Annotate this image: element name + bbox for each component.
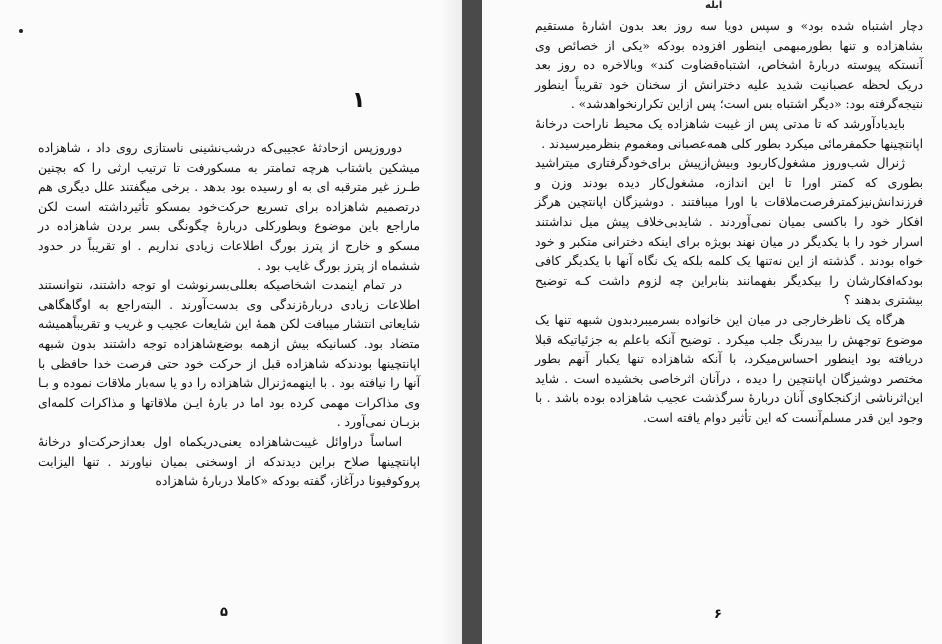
paragraph: در تمام اینمدت اشخاصیکه بعللی‌بسرنوشت او توجه داشتند، نتوانستند اطلاعات زیادی دربارهٔ‌زندگی وی بدست‌آورند . البته‌راجع به اوگاهگاهی شایعاتی انتشار میبافت لکن همهٔ این شایعات عجیب و غریب و تقریباً‌همیشه متضاد بود. کسانیکه بیش ازهمه بوضع‌شاهزاده توجه داشتند بدون شبهه اپانتچینها بودند‌که شاهزاده قبل از حرکت خود حتی فرصت خدا حافظی با آنها را نیافته بود . با اینهمه‌ژنرال شاهزاده را دو یا سه‌بار ملاقات نموده و بـا وی مذاکرات مهمی کرده بود اما در بارهٔ ایـن ملاقاتها و مذاکرات کلمه‌ای بزبـان نمی‌آورد . [38,278,420,430]
right-page-body [535,17,923,428]
left-page-body [38,139,420,492]
ink-speck [19,29,23,33]
left-page [0,0,462,644]
paragraph: ژنرال شب‌وروز مشغول‌کاربود وبیش‌ازپیش برای‌خودگرفتاری میتراشید بطوری که کمتر اورا تا این اندازه، مشغول‌کار دیده بودند وزن و فرزندانش‌نیزکمترفرصت‌ملاقات با اورا میبافتند . دوشیزگان اپانتچین هرگز افکار خود را باکسی بمیان نمی‌آوردند . شایدبی‌خلاف پیش میل نداشتند اسرار خود را با یکدیگر در میان نهند بویژه برای اینکه دختر‌انی متکبر و خود خواه بودند . گذشته از این نه‌تنها یک کلمه بلکه یک نگاه آنها با یکدیگر کافی بودکه‌افکارشان را بیکدیگر بفهمانند بنابراین چه لزوم داشت کـه توضیح بیشتری بدهند ؟ [535,156,923,308]
paragraph: بایدیادآورشد که تا مدتی پس از غیبت شاهزاده یک محیط ناراحت درخانهٔ اپانتچینها حکمفرمائی میکرد بطور کلی همه‌عصبانی ومغموم بنظرمیرسیدند . [535,116,923,151]
book-gutter [462,0,482,644]
gutter-shadow [440,0,462,644]
paragraph: اساساً دراوائل غیبت‌شاهزاده یعنی‌دریکماه اول بعدازحرکت‌او درخانهٔ اپانتچینها صلاح براین دیدندکه از اوسخنی بمیان نیاورند . تنها الیزابت پروکوفیونا درآغاز، گفته بودکه «کاملا دربارهٔ شاهزاده [38,434,420,489]
chapter-number: ۱ [352,88,366,113]
paragraph: هرگاه یک ناظرخارجی در میان این خانواده بسرمیبرد‌بدون شبهه تنها یک موضوع توجهش را بیدرنگ جلب میکرد . توضیح آنکه باعلم به جزئیاتیکه قبلا دریافته بود اینطور احساس‌میکرد، با آنکه شاهزاده تنها یکبار آنهم بطور مختصر دوشیزگان اپانتچین را دیده ، درآنان اثرخاصی بخشیده است . شاید این‌اثرناشی ازکنجکاوی آنان دربارهٔ سرگذشت عجیب شاهزاده بوده باشد . با وجود این قدر مسلم‌آنست که این تأثیر دوام یافته است. [535,312,923,425]
running-head: ابله [705,0,723,11]
page-number: ۶ [714,607,722,622]
paragraph: دوروزپس ازحادثهٔ عجیبی‌که درشب‌نشینی ناستازی روی داد ، شاهزاده میشکین باشتاب هرچه تمامتر به مسکورفت تا ترتیب ارثی را که بچنین طـرز غیر مترقبه ای به او رسیده بود بدهد . برخی میگفتند علل دیگری هم درتصمیم شاهزاده برای تسریع حرکت‌خود بمسکو تأثیرداشته است لکن ماراجع باین موضوع وبطورکلی دربارهٔ چگونگی بسر بردن شاهزاده در مسکو و خارج از پترز بورگ اطلاعات زیادی نداریم . او تقریباً در حدود ششماه از پترز بورگ غایب بود . [38,141,420,273]
page-number: ۵ [220,605,228,620]
paragraph: دچار اشتباه شده بود» و سپس دویا سه روز بعد بدون اشارهٔ مستقیم بشاهزاده و تنها بطورمبهمی اینطور افزوده بودکه «یکی از خصائص وی آنستکه پیوسته دربارهٔ اشخاص، اشتباه‌قضاوت کند» وبالاخره ده روز بعد دریک لحظه عصبانیت شدید علیه دختر‌انش از سخنان خود تقریباً اینطور نتیجه‌گرفته بود: «دیگر اشتباه بس است؛ پس ازاین تکرارنخواهدشد» . [535,19,923,112]
